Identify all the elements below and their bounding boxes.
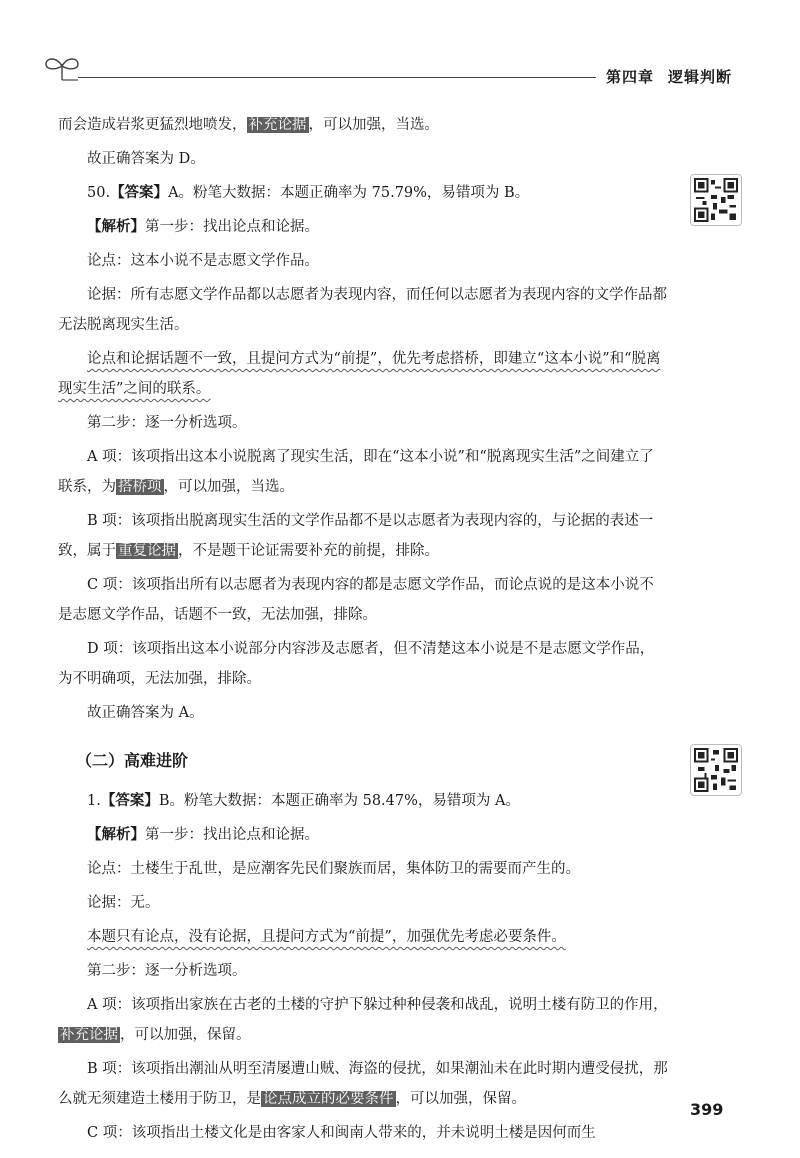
chapter-header [606, 66, 732, 87]
option-b [58, 1054, 668, 1114]
question-number: 50. [87, 185, 111, 201]
option-c: C 项：该项指出所有以志愿者为表现内容的都是志愿文学作品，而论点说的是这本小说不是志愿文学作品，话题不一致，无法加强，排除。 [58, 577, 654, 623]
page-content [58, 110, 668, 1152]
answer-tag: 【答案】 [100, 792, 159, 809]
question-answer [58, 786, 668, 816]
wavy-underline-text: 论点和论据话题不一致，且提问方式为“前提”，优先考虑搭桥，即建立“这本小说”和“脱离现实生活”之间的联系。 [58, 351, 661, 397]
analysis-tag: 【解析】 [87, 826, 145, 843]
text: B。粉笔大数据：本题正确率为 58.47%，易错项为 A。 [158, 793, 520, 809]
text: 而会造成岩浆更猛烈地喷发， [58, 117, 247, 133]
argument-claim: 论点：这本小说不是志愿文学作品。 [87, 253, 319, 269]
highlight-term: 论点成立的必要条件 [263, 1091, 394, 1107]
text: A。粉笔大数据：本题正确率为 75.79%，易错项为 B。 [168, 185, 530, 201]
answer-line: 故正确答案为 D。 [87, 151, 205, 167]
text: B 项：该项指出潮汕从明至清屡遭山贼、海盗的侵扰，如果潮汕未在此时期内遭受侵扰，那么就无须建造土楼用于防卫，是 [58, 1061, 668, 1107]
text: B 项：该项指出脱离现实生活的文学作品都不是以志愿者为表现内容的，与论据的表述一致，属于 [58, 513, 654, 559]
wavy-underline-text: 本题只有论点，没有论据，且提问方式为“前提”，加强优先考虑必要条件。 [87, 929, 566, 945]
text: A 项：该项指出这本小说脱离了现实生活，即在“这本小说”和“脱离现实生活”之间建立了联系，为 [58, 449, 654, 495]
step-heading: 第二步：逐一分析选项。 [87, 963, 247, 979]
highlight-term: 重复论据 [118, 543, 176, 559]
text: 第一步：找出论点和论据。 [145, 827, 319, 843]
step-heading: 第二步：逐一分析选项。 [87, 415, 247, 431]
option-d: D 项：该项指出这本小说部分内容涉及志愿者，但不清楚这本小说是不是志愿文学作品，为不明确项，无法加强，排除。 [58, 641, 655, 687]
option-a [58, 990, 668, 1050]
text: ，可以加强，保留。 [120, 1027, 251, 1043]
argument-claim: 论点：土楼生于乱世，是应潮客先民们聚族而居，集体防卫的需要而产生的。 [87, 861, 580, 877]
chapter-number: 第四章 [606, 68, 655, 86]
question-answer [58, 178, 668, 208]
text: ，可以加强，保留。 [395, 1091, 526, 1107]
page-number: 399 [690, 1100, 724, 1119]
text: ，可以加强，当选。 [163, 479, 294, 495]
highlight-term: 补充论据 [248, 117, 307, 133]
option-c: C 项：该项指出土楼文化是由客家人和闽南人带来的，并未说明土楼是因何而生 [87, 1125, 596, 1141]
answer-line: 故正确答案为 A。 [87, 705, 204, 721]
analysis-heading [58, 212, 668, 242]
highlight-term: 搭桥项 [118, 479, 162, 495]
text: ，可以加强，当选。 [308, 117, 439, 133]
question-number: 1. [87, 793, 101, 809]
paragraph [58, 110, 668, 140]
section-title: （二）高难进阶 [76, 751, 189, 770]
answer-tag: 【答案】 [110, 184, 169, 201]
qr-code-icon[interactable] [690, 744, 742, 796]
text: A 项：该项指出家族在古老的土楼的守护下躲过种种侵袭和战乱，说明土楼有防卫的作用， [87, 997, 668, 1013]
analysis-tag: 【解析】 [87, 218, 145, 235]
highlight-term: 补充论据 [60, 1027, 118, 1043]
option-b [58, 506, 668, 566]
key-point [58, 922, 668, 952]
option-a [58, 442, 668, 502]
key-point [58, 344, 668, 404]
header-rule [78, 77, 596, 78]
text: ，不是题干论证需要补充的前提，排除。 [178, 543, 439, 559]
sprout-icon [42, 50, 82, 84]
chapter-title: 逻辑判断 [668, 68, 733, 86]
analysis-heading [58, 820, 668, 850]
argument-evidence: 论据：无。 [87, 895, 160, 911]
argument-evidence: 论据：所有志愿文学作品都以志愿者为表现内容，而任何以志愿者为表现内容的文学作品都无法脱离现实生活。 [58, 287, 667, 333]
text: 第一步：找出论点和论据。 [145, 219, 319, 235]
qr-code-icon[interactable] [690, 174, 742, 226]
